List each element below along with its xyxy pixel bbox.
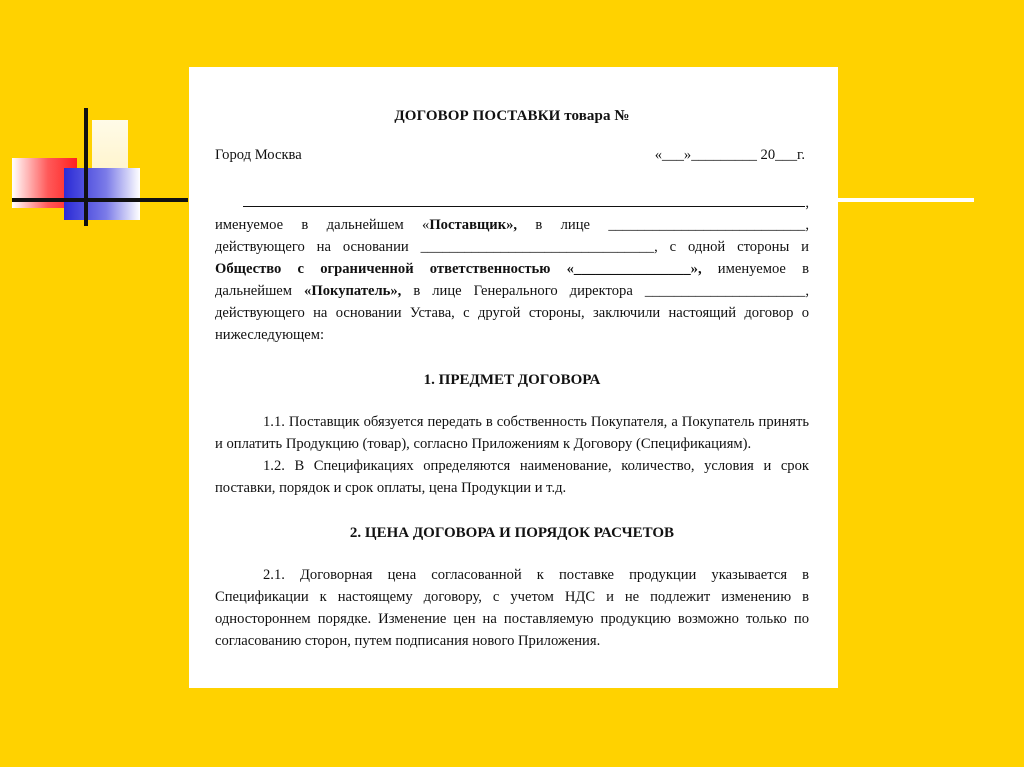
clause-1-1: 1.1. Поставщик обязуется передать в собственность Покупателя, а Покупатель принять и оплатить Продукцию (товар), согласно Приложениям к Договору (Спецификациям). — [215, 414, 809, 452]
section-1-title: 1. ПРЕДМЕТ ДОГОВОРА — [423, 372, 601, 388]
contract-text — [215, 105, 809, 652]
supplier-name-line: , — [215, 192, 809, 214]
document-page — [189, 67, 838, 688]
blank-rule — [243, 192, 805, 207]
city-date-row — [215, 144, 809, 166]
decor-vertical-line — [84, 108, 88, 226]
section-2-title: 2. ЦЕНА ДОГОВОРА И ПОРЯДОК РАСЧЕТОВ — [349, 525, 675, 541]
city: Город Москва — [215, 147, 302, 163]
buyer-label: «Покупатель», — [304, 283, 402, 299]
contract-date: «___»_________ 20___г. — [654, 147, 805, 163]
decor-blue-gradient-block — [64, 168, 140, 220]
document-title: ДОГОВОР ПОСТАВКИ товара № — [394, 108, 630, 124]
parties-paragraph: именуемое в дальнейшем «Поставщик», в лице ___________________________, действующего на основании ________________________________, с одной стороны и Общество с ограниченной ответственностью «________________», именуемое в дальнейшем «Покупатель», в лице Генерального директора ______________________, действующего на основании Устава, с другой стороны, заключили настоящий договор о нижеследующем: — [215, 217, 810, 343]
clause-1-2: 1.2. В Спецификациях определяются наименование, количество, условия и срок поставки, порядок и срок оплаты, цена Продукции и т.д. — [215, 458, 809, 496]
decor-horizontal-line — [12, 198, 188, 202]
buyer-company: Общество с ограниченной ответственностью «________________», — [215, 261, 702, 277]
decor-white-line — [836, 198, 974, 202]
supplier-label: Поставщик», — [429, 217, 518, 233]
clause-2-1: 2.1. Договорная цена согласованной к поставке продукции указывается в Спецификации к настоящему договору, с учетом НДС и не подлежит изменению в одностороннем порядке. Изменение цен на поставляемую продукцию возможно только по согласованию сторон, путем подписания нового Приложения. — [215, 567, 809, 649]
